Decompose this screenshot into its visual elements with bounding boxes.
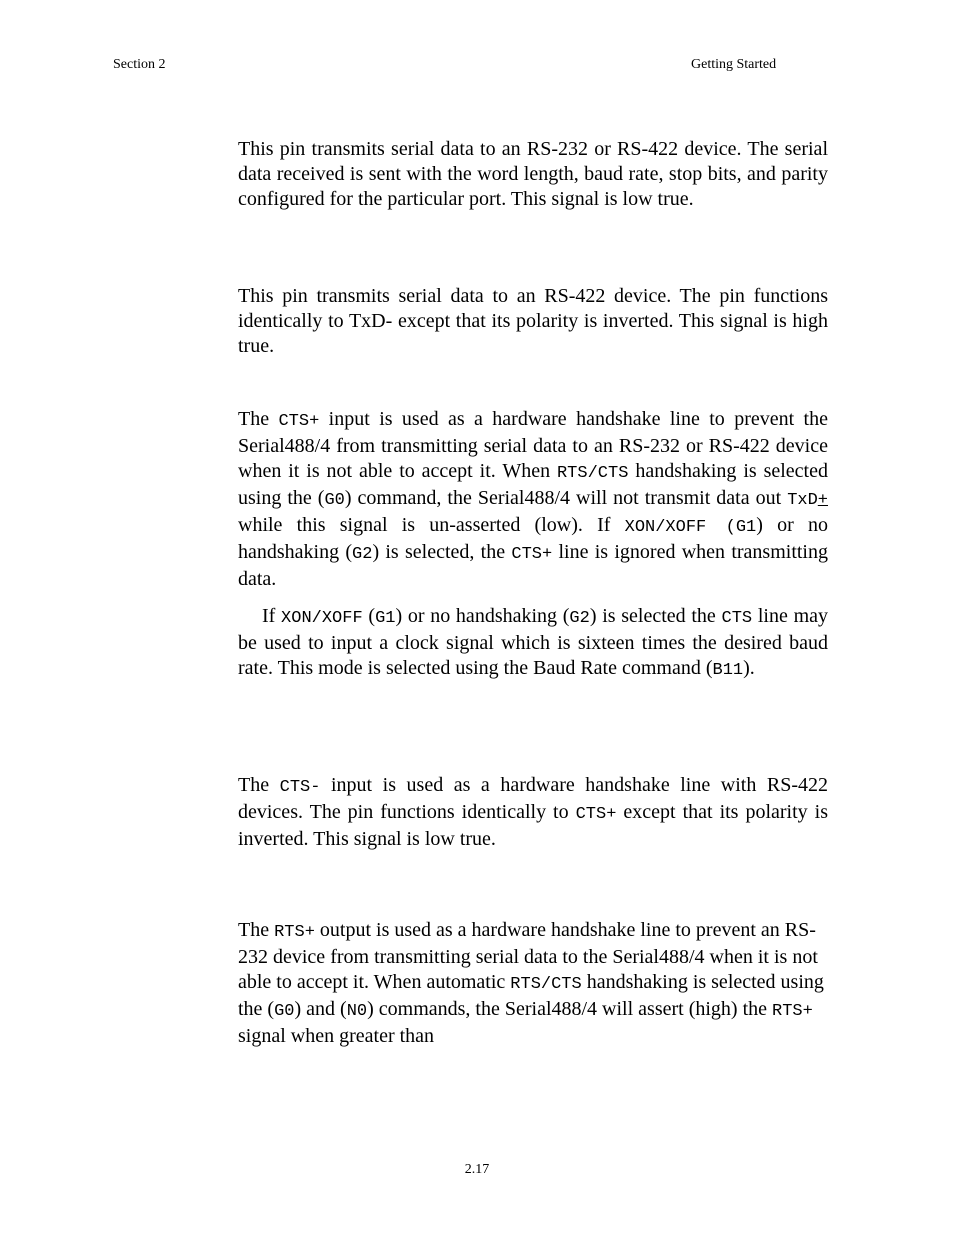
paragraph-rts-plus bbox=[238, 918, 828, 1049]
text-run: handshaking is selected using the ( bbox=[238, 460, 828, 509]
paragraph-cts-minus bbox=[238, 773, 828, 852]
text-run: ). bbox=[743, 657, 755, 679]
text-run: ) or no handshaking ( bbox=[238, 514, 829, 563]
code-xon-xoff: XON/XOFF bbox=[281, 609, 363, 628]
text-run: output is used as a hardware handshake line to prevent an RS-232 device from transmitting serial data to the Serial488/4 when it is not able to accept it. When automatic bbox=[238, 919, 818, 993]
text-run: ) and ( bbox=[294, 998, 347, 1020]
text-run: ) is selected, the bbox=[372, 541, 512, 563]
code-rts-plus: RTS+ bbox=[274, 923, 315, 942]
code-g0: G0 bbox=[324, 491, 345, 510]
text-run: ) is selected the bbox=[589, 605, 722, 627]
text-run: The bbox=[238, 774, 280, 796]
code-g0: G0 bbox=[274, 1002, 295, 1021]
text-run: The bbox=[238, 919, 275, 941]
code-txd: TxD bbox=[787, 491, 818, 510]
code-cts-plus: CTS+ bbox=[575, 805, 617, 824]
text-run: input is used as a hardware handshake line to prevent the Serial488/4 from transmitting serial data to an RS-232 or RS-422 device when it is not able to accept it. When bbox=[238, 408, 828, 482]
text-run: The bbox=[238, 408, 279, 430]
paragraph-text: This pin transmits serial data to an RS-422 device. The pin functions identically to TxD- except that its polarity is inverted. This signal is high true. bbox=[238, 285, 828, 357]
text-run: ) or no handshaking ( bbox=[395, 605, 570, 627]
paragraph-txd-minus bbox=[238, 137, 828, 212]
code-n0: N0 bbox=[346, 1002, 368, 1021]
text-run: line is ignored when transmitting data. bbox=[238, 541, 828, 590]
text-run: line may be used to input a clock signal which is sixteen times the desired baud rate. This mode is selected using the Baud Rate command ( bbox=[238, 605, 828, 679]
code-g2: G2 bbox=[569, 609, 590, 628]
code-b11: B11 bbox=[712, 661, 744, 680]
code-cts-plus: CTS+ bbox=[511, 545, 553, 564]
code-cts-minus: CTS- bbox=[279, 778, 321, 797]
text-run: while this signal is un-asserted (low). If bbox=[238, 514, 625, 536]
code-txd-plus bbox=[787, 491, 828, 510]
code-plus-underlined: + bbox=[817, 491, 828, 510]
code-cts: CTS bbox=[721, 609, 753, 628]
code-g2: G2 bbox=[352, 545, 373, 564]
code-xon-xoff-g1: XON/XOFF (G1 bbox=[624, 518, 757, 537]
paragraph-cts-plus bbox=[238, 407, 828, 592]
text-run: ) commands, the Serial488/4 will assert (high) the bbox=[367, 998, 773, 1020]
paragraph-txd-plus bbox=[238, 284, 828, 359]
text-run: input is used as a hardware handshake line with RS-422 devices. The pin functions identically to bbox=[238, 774, 828, 823]
code-rts-plus: RTS+ bbox=[772, 1002, 813, 1021]
code-g1: G1 bbox=[375, 609, 396, 628]
text-run: ( bbox=[362, 605, 376, 627]
paragraph-text: This pin transmits serial data to an RS-232 or RS-422 device. The serial data received is sent with the word length, baud rate, stop bits, and parity configured for the particular port. This signal is low true. bbox=[238, 138, 828, 210]
page-number: 2.17 bbox=[464, 1162, 490, 1177]
text-run: handshaking is selected using the ( bbox=[238, 971, 824, 1020]
text-run: except that its polarity is inverted. This signal is low true. bbox=[238, 801, 828, 850]
text-run: signal when greater than bbox=[238, 1025, 435, 1047]
running-header-chapter: Getting Started bbox=[691, 57, 777, 72]
code-rts-cts: RTS/CTS bbox=[556, 464, 629, 483]
code-rts-cts: RTS/CTS bbox=[510, 975, 582, 994]
paragraph-cts-clock bbox=[238, 604, 828, 683]
text-run: If bbox=[262, 605, 282, 627]
code-cts-plus: CTS+ bbox=[278, 412, 320, 431]
text-run: ) command, the Serial488/4 will not transmit data out bbox=[344, 487, 788, 509]
running-header-section: Section 2 bbox=[113, 57, 166, 72]
